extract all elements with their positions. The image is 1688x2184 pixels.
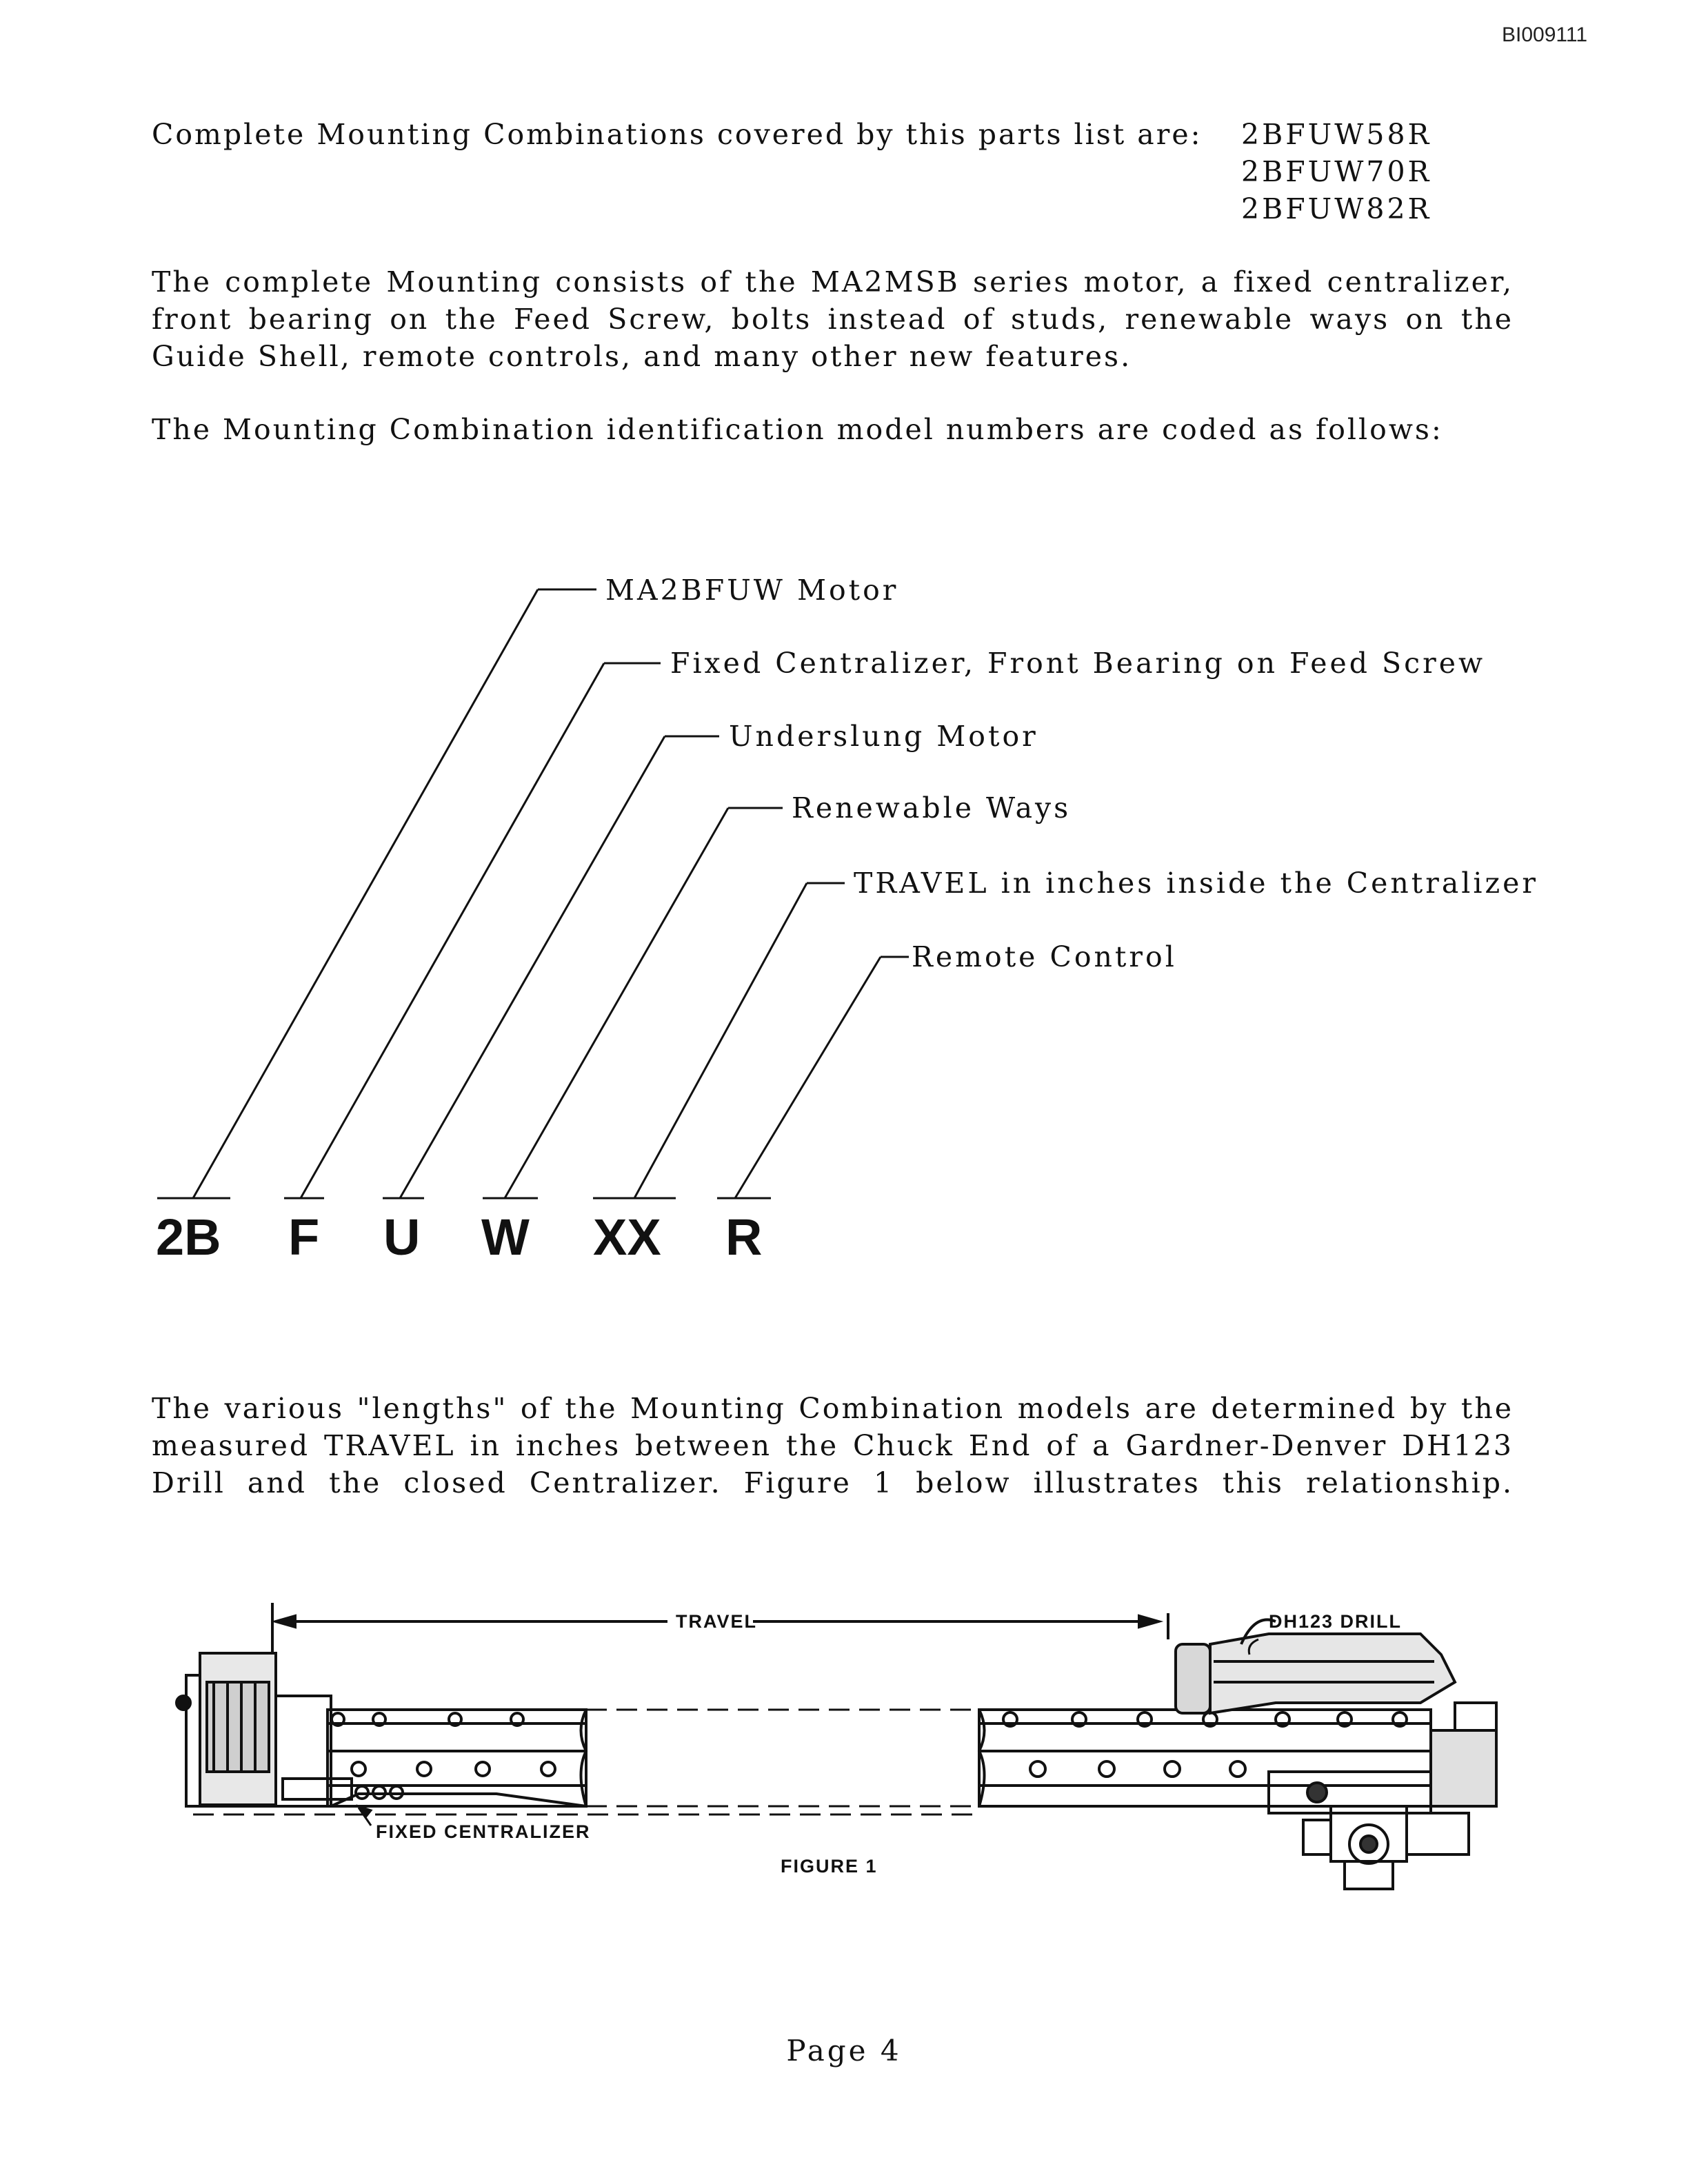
paragraph-line: Guide Shell, remote controls, and many other new features. xyxy=(152,340,1132,373)
paragraph-line: front bearing on the Feed Screw, bolts instead of studs, renewable ways on the xyxy=(152,303,1514,336)
code-label-remote: Remote Control xyxy=(912,940,1177,973)
page-number: Page 4 xyxy=(786,2034,902,2067)
drill-label: DH123 DRILL xyxy=(1269,1611,1403,1632)
code-label-motor: MA2BFUW Motor xyxy=(605,574,899,607)
paragraph-line: Drill and the closed Centralizer. Figure 1 below illustrates this relationship. xyxy=(152,1466,1514,1499)
figure-caption: FIGURE 1 xyxy=(781,1856,878,1877)
code-letter: F xyxy=(288,1209,320,1266)
centralizer-label: FIXED CENTRALIZER xyxy=(376,1821,591,1842)
model-number: 2BFUW82R xyxy=(1241,192,1432,225)
travel-label: TRAVEL xyxy=(676,1611,757,1632)
code-letter: U xyxy=(383,1209,421,1266)
code-letter: R xyxy=(725,1209,763,1266)
code-label-underslung: Underslung Motor xyxy=(729,720,1038,753)
code-letter: XX xyxy=(593,1209,661,1266)
code-label-travel: TRAVEL in inches inside the Centralizer xyxy=(854,867,1538,900)
paragraph-line: The complete Mounting consists of the MA2MSB series motor, a fixed centralizer, xyxy=(152,265,1514,299)
coding-intro: The Mounting Combination identification model numbers are coded as follows: xyxy=(152,413,1443,446)
document-id: BI009111 xyxy=(1502,23,1587,46)
model-number: 2BFUW70R xyxy=(1241,155,1432,188)
code-label-ways: Renewable Ways xyxy=(792,791,1072,825)
paragraph-line: measured TRAVEL in inches between the Chuck End of a Gardner-Denver DH123 xyxy=(152,1429,1514,1462)
code-letter: 2B xyxy=(156,1209,221,1266)
paragraph-line: The various "lengths" of the Mounting Combination models are determined by the xyxy=(152,1392,1514,1425)
intro-label: Complete Mounting Combinations covered by this parts list are: xyxy=(152,118,1203,151)
code-letter: W xyxy=(481,1209,530,1266)
model-number: 2BFUW58R xyxy=(1241,118,1432,151)
code-label-centralizer: Fixed Centralizer, Front Bearing on Feed Screw xyxy=(670,647,1486,680)
